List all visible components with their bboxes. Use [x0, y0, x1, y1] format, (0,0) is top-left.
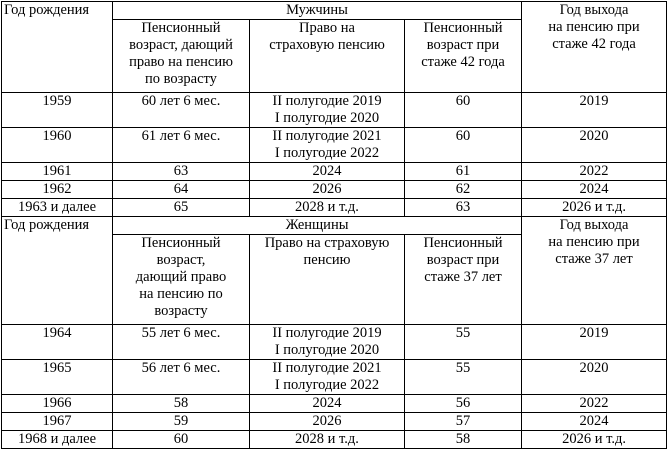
exit-year-cell: 2020	[522, 128, 667, 163]
table-row	[2, 325, 667, 360]
table-row	[2, 128, 667, 163]
pension-age-cell: 59	[113, 413, 250, 431]
pension-right-cell: 2028 и т.д.	[250, 431, 405, 449]
men-age-exp-header: Пенсионный возраст при стаже 42 года	[405, 20, 522, 93]
birth-year-cell: 1964	[2, 325, 113, 360]
exit-year-cell: 2024	[522, 413, 667, 431]
age-with-experience-cell: 58	[405, 431, 522, 449]
table-row	[2, 431, 667, 449]
table-row	[2, 413, 667, 431]
pension-age-cell: 65	[113, 199, 250, 217]
exit-year-cell: 2026 и т.д.	[522, 199, 667, 217]
pension-right-cell: 2028 и т.д.	[250, 199, 405, 217]
pension-right-cell: II полугодие 2019 I полугодие 2020	[250, 325, 405, 360]
women-year-header: Год рождения	[2, 217, 113, 325]
table-row	[2, 199, 667, 217]
age-with-experience-cell: 63	[405, 199, 522, 217]
women-group-header: Женщины	[113, 217, 522, 235]
pension-age-cell: 64	[113, 181, 250, 199]
birth-year-cell: 1960	[2, 128, 113, 163]
women-age-exp-header: Пенсионный возраст при стаже 37 лет	[405, 235, 522, 325]
women-age-header: Пенсионный возраст, дающий право на пенсию по возрасту	[113, 235, 250, 325]
pension-age-cell: 60 лет 6 мес.	[113, 93, 250, 128]
men-group-header: Мужчины	[113, 2, 522, 20]
age-with-experience-cell: 57	[405, 413, 522, 431]
women-right-header: Право на страховую пенсию	[250, 235, 405, 325]
birth-year-cell: 1962	[2, 181, 113, 199]
pension-age-cell: 60	[113, 431, 250, 449]
age-with-experience-cell: 60	[405, 128, 522, 163]
pension-right-cell: 2026	[250, 413, 405, 431]
birth-year-cell: 1965	[2, 360, 113, 395]
exit-year-cell: 2026 и т.д.	[522, 431, 667, 449]
pension-right-cell: II полугодие 2021 I полугодие 2022	[250, 128, 405, 163]
age-with-experience-cell: 55	[405, 360, 522, 395]
birth-year-cell: 1968 и далее	[2, 431, 113, 449]
men-right-header: Право на страховую пенсию	[250, 20, 405, 93]
women-exit-year-header: Год выхода на пенсию при стаже 37 лет	[522, 217, 667, 325]
table-row	[2, 93, 667, 128]
pension-right-cell: II полугодие 2019 I полугодие 2020	[250, 93, 405, 128]
pension-age-table	[1, 1, 667, 449]
pension-age-cell: 63	[113, 163, 250, 181]
age-with-experience-cell: 61	[405, 163, 522, 181]
birth-year-cell: 1963 и далее	[2, 199, 113, 217]
pension-age-cell: 61 лет 6 мес.	[113, 128, 250, 163]
age-with-experience-cell: 62	[405, 181, 522, 199]
exit-year-cell: 2022	[522, 163, 667, 181]
women-header-row	[2, 217, 667, 235]
birth-year-cell: 1966	[2, 395, 113, 413]
men-year-header: Год рождения	[2, 2, 113, 93]
exit-year-cell: 2022	[522, 395, 667, 413]
table-row	[2, 360, 667, 395]
men-header-row	[2, 2, 667, 20]
birth-year-cell: 1959	[2, 93, 113, 128]
exit-year-cell: 2019	[522, 93, 667, 128]
pension-age-cell: 56 лет 6 мес.	[113, 360, 250, 395]
exit-year-cell: 2024	[522, 181, 667, 199]
pension-age-cell: 58	[113, 395, 250, 413]
pension-right-cell: 2024	[250, 395, 405, 413]
pension-right-cell: 2026	[250, 181, 405, 199]
birth-year-cell: 1967	[2, 413, 113, 431]
exit-year-cell: 2019	[522, 325, 667, 360]
age-with-experience-cell: 56	[405, 395, 522, 413]
table-row	[2, 395, 667, 413]
age-with-experience-cell: 55	[405, 325, 522, 360]
table-row	[2, 163, 667, 181]
pension-age-cell: 55 лет 6 мес.	[113, 325, 250, 360]
men-exit-year-header: Год выхода на пенсию при стаже 42 года	[522, 2, 667, 93]
pension-right-cell: II полугодие 2021 I полугодие 2022	[250, 360, 405, 395]
pension-right-cell: 2024	[250, 163, 405, 181]
age-with-experience-cell: 60	[405, 93, 522, 128]
men-age-header: Пенсионный возраст, дающий право на пенсию по возрасту	[113, 20, 250, 93]
birth-year-cell: 1961	[2, 163, 113, 181]
exit-year-cell: 2020	[522, 360, 667, 395]
table-row	[2, 181, 667, 199]
